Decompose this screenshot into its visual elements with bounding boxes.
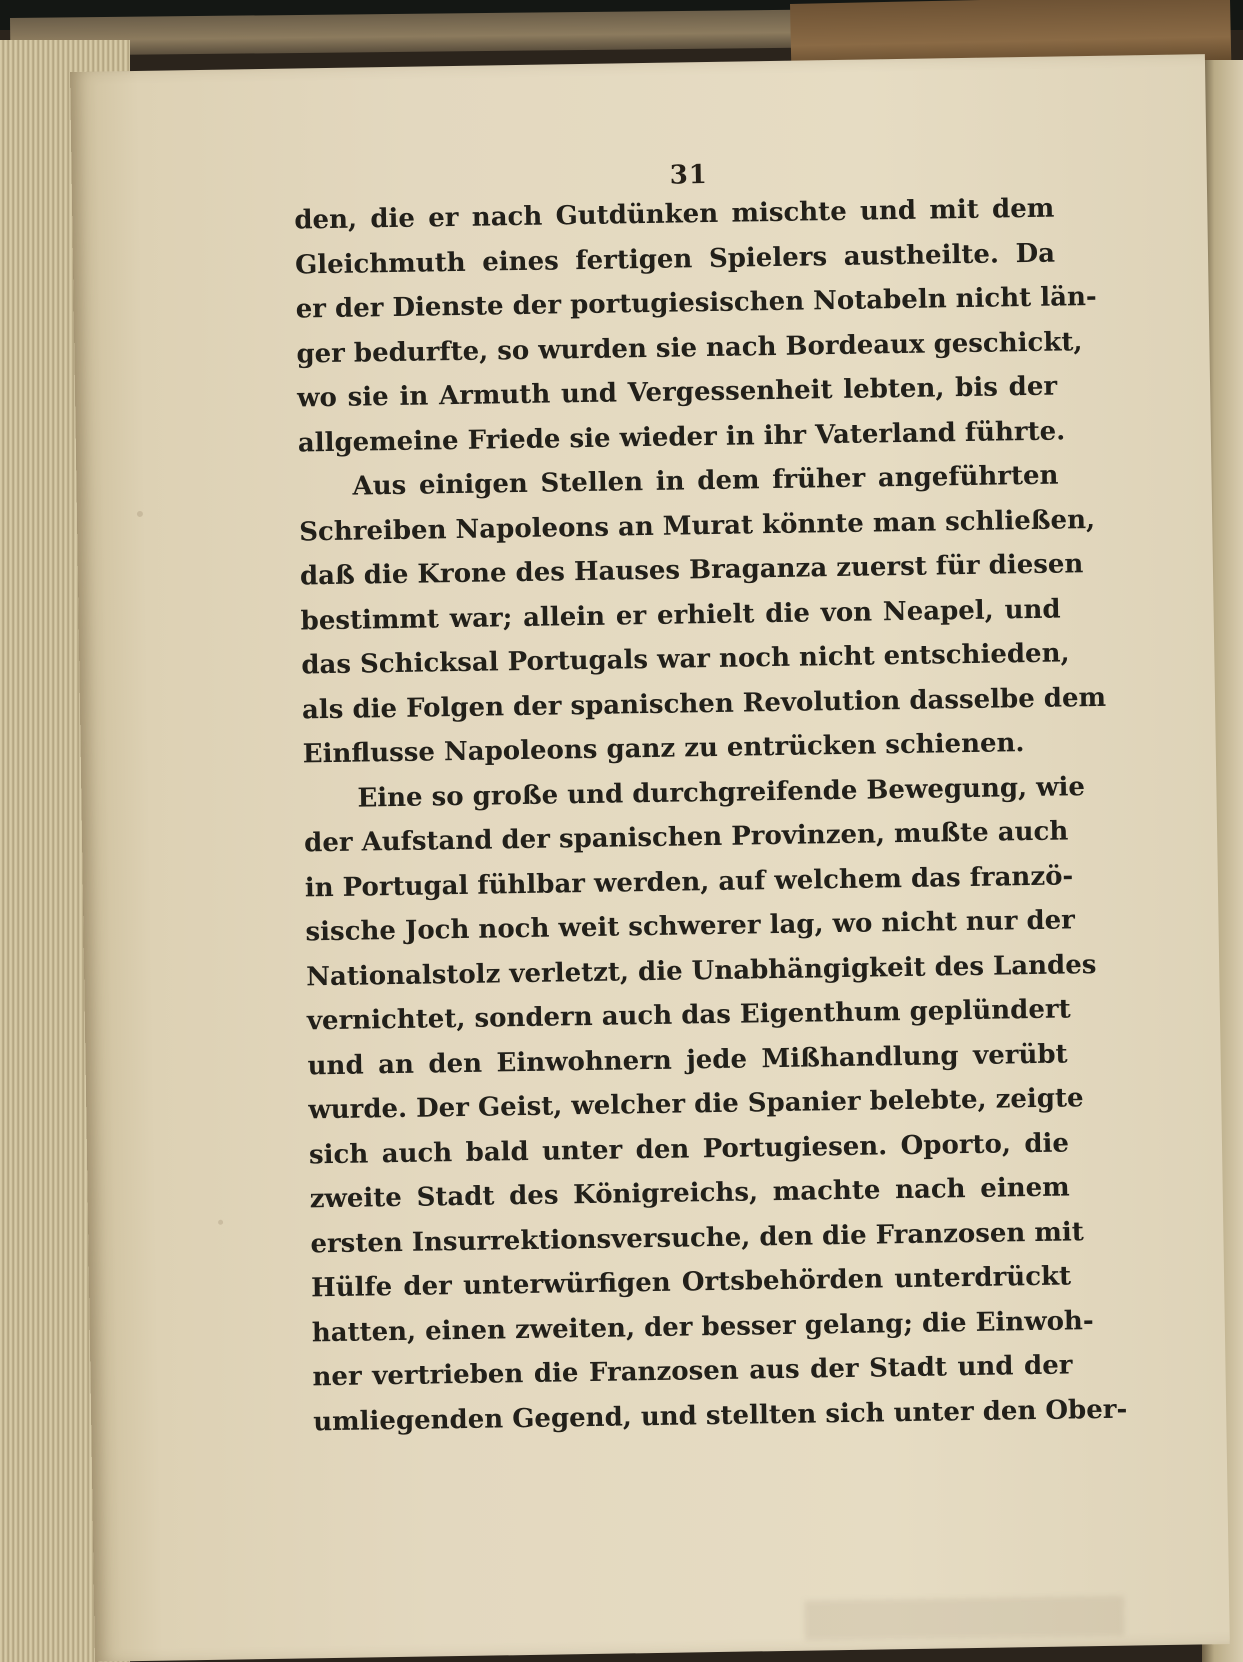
text-line: ner vertrieben die Franzosen aus der Stadt und der (312, 1350, 1073, 1393)
text-line: wo sie in Armuth und Vergessenheit lebten, bis der (296, 371, 1058, 414)
text-line: der Aufstand der spanischen Provinzen, mußte auch (303, 816, 1069, 859)
text-line: Hülfe der unterwürfigen Ortsbehörden unterdrückt (310, 1261, 1072, 1304)
text-line: ersten Insurrektionsversuche, den die Franzosen mit (310, 1216, 1084, 1259)
text-line: umliegenden Gegend, und stellten sich unter den Ober- (312, 1394, 1128, 1437)
text-line: bestimmt war; allein er erhielt die von Neapel, und (300, 594, 1061, 636)
text-line: daß die Krone des Hauses Braganza zuerst für diesen (299, 549, 1084, 592)
text-line: das Schicksal Portugals war noch nicht entschieden, (301, 638, 1070, 681)
text-line: ger bedurfte, so wurden sie nach Bordeaux geschickt, (296, 326, 1083, 369)
text-line: den, die er nach Gutdünken mischte und mit dem (294, 193, 1055, 236)
text-line: Eine so große und durchgreifende Bewegung, wie (357, 771, 1086, 814)
text-line: in Portugal fühlbar werden, auf welchem das franzö- (304, 860, 1074, 903)
text-line: zweite Stadt des Königreichs, machte nach einem (309, 1172, 1070, 1215)
text-line: Nationalstolz verletzt, die Unabhängigkeit des Landes (306, 949, 1097, 992)
bleed-through-smudge (804, 1596, 1125, 1641)
text-line: Einflusse Napoleons ganz zu entrücken schienen. (302, 728, 1025, 770)
page-number: 31 (669, 159, 709, 191)
text-line: Schreiben Napoleons an Murat könnte man schließen, (299, 504, 1096, 547)
text-line: Gleichmuth eines fertigen Spielers austheilte. Da (294, 238, 1056, 280)
text-line: sich auch bald unter den Portugiesen. Oporto, die (308, 1127, 1070, 1170)
text-line: hatten, einen zweiten, der besser gelang; die Einwoh- (311, 1305, 1094, 1348)
text-line: vernichtet, sondern auch das Eigenthum geplündert (306, 994, 1071, 1037)
text-line: allgemeine Friede sie wieder in ihr Vaterland führte. (297, 415, 1066, 458)
book-page (70, 54, 1230, 1662)
text-line: sische Joch noch weit schwerer lag, wo nicht nur der (305, 905, 1076, 948)
paper-spot (218, 1220, 223, 1225)
text-line: wurde. Der Geist, welcher die Spanier belebte, zeigte (308, 1083, 1084, 1126)
text-line: als die Folgen der spanischen Revolution dasselbe dem (301, 682, 1107, 725)
text-line: und an den Einwohnern jede Mißhandlung verübt (307, 1038, 1068, 1081)
text-line: Aus einigen Stellen in dem früher angeführten (352, 460, 1059, 502)
paper-spot (137, 511, 143, 517)
body-text (294, 187, 1128, 1445)
text-line: er der Dienste der portugiesischen Notabeln nicht län- (295, 281, 1097, 325)
